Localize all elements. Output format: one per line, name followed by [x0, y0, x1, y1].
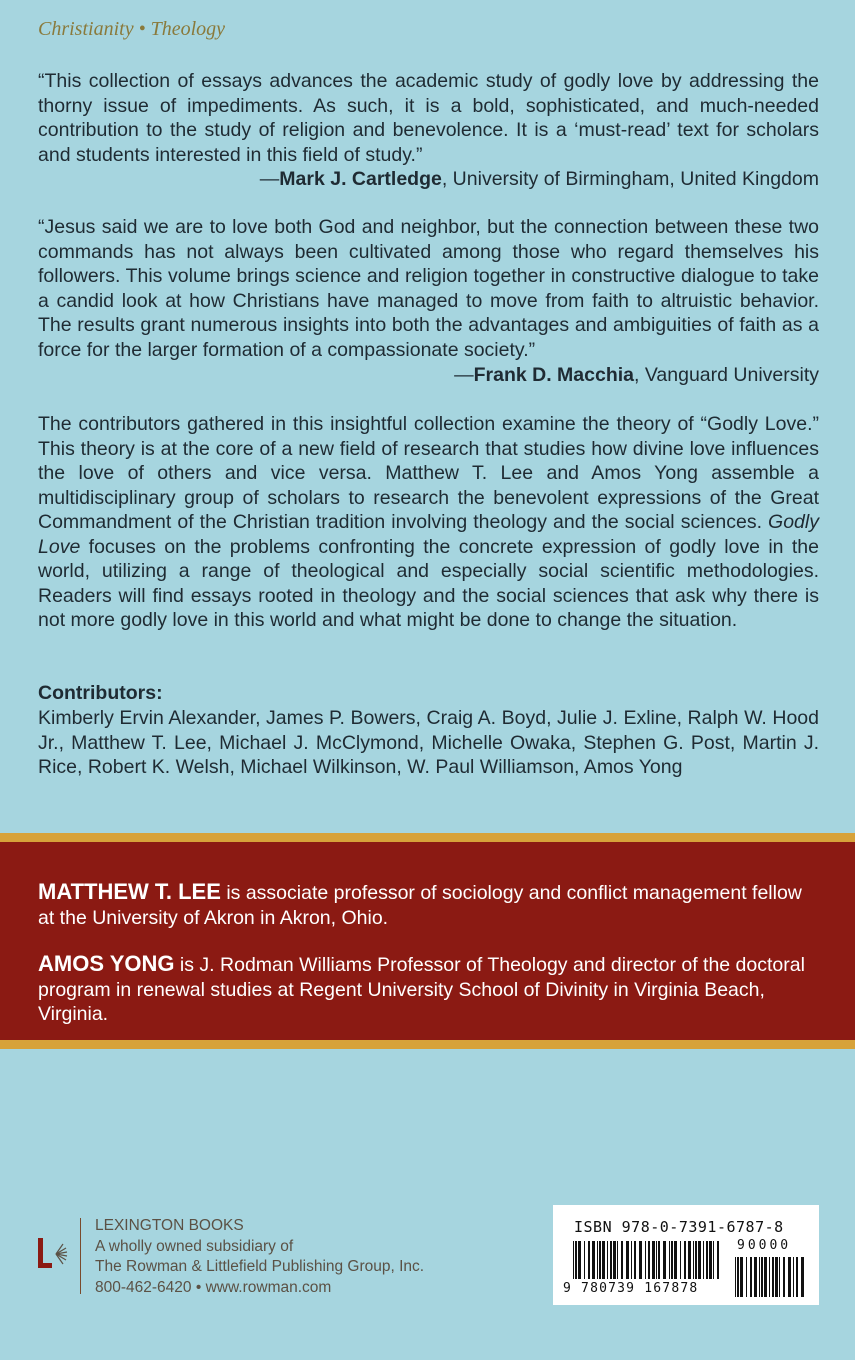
barcode-bar: [621, 1241, 623, 1279]
barcode-bar: [674, 1241, 677, 1279]
barcode-bar: [779, 1257, 780, 1297]
endorsement-attribution: [260, 167, 819, 192]
barcode-bar: [693, 1241, 694, 1279]
barcode-bar: [796, 1257, 798, 1297]
barcode-bar: [698, 1241, 701, 1279]
barcode-bar: [652, 1241, 655, 1279]
isbn-barcode: [553, 1205, 819, 1305]
barcode-bar: [639, 1241, 642, 1279]
barcode-bar: [764, 1257, 767, 1297]
author-name: AMOS YONG: [38, 951, 175, 976]
contributors-list: Kimberly Ervin Alexander, James P. Bowers, Craig A. Boyd, Julie J. Exline, Ralph W. Hood Jr., Matthew T. Lee, Michael J. McClymond, Michelle Owaka, Stephen G. Post, Martin J. Rice, Robert K. Welsh, Michael Wilkinson, W. Paul Williamson, Amos Yong: [38, 707, 819, 778]
barcode-bar: [588, 1241, 590, 1279]
lexington-logo-icon: [38, 1234, 68, 1272]
endorser-affiliation: , University of Birmingham, United Kingdom: [441, 168, 819, 190]
barcode-digits: 9 780739 167878: [563, 1281, 699, 1296]
barcode-bar: [788, 1257, 791, 1297]
barcode-bar: [575, 1241, 577, 1279]
endorser-affiliation: , Vanguard University: [634, 364, 819, 386]
book-title: Godly Love: [38, 511, 819, 558]
publisher-divider: [80, 1218, 81, 1294]
category-label: Christianity • Theology: [38, 18, 226, 40]
attribution-dash: —: [454, 364, 474, 386]
barcode-bar: [680, 1241, 681, 1279]
barcode-bar: [706, 1241, 708, 1279]
book-description: [38, 412, 819, 633]
barcode-bar: [648, 1241, 650, 1279]
barcode-bar: [695, 1241, 697, 1279]
author-bio: [38, 952, 819, 1027]
barcode-bar: [759, 1257, 760, 1297]
publisher-name: LEXINGTON BOOKS: [95, 1217, 244, 1234]
endorser-name: Frank D. Macchia: [473, 364, 635, 386]
barcode-bar: [613, 1241, 616, 1279]
author-bio-band: [0, 833, 855, 1049]
barcode-bar: [645, 1241, 646, 1279]
barcode-bar: [750, 1257, 752, 1297]
attribution-dash: —: [259, 168, 280, 190]
barcode-bar: [740, 1257, 743, 1297]
isbn-number: ISBN 978-0-7391-6787-8: [574, 1218, 784, 1236]
barcode-bar: [671, 1241, 673, 1279]
publisher-subsidiary: A wholly owned subsidiary of: [95, 1237, 294, 1255]
barcode-bar: [703, 1241, 704, 1279]
endorsement-attribution: [454, 363, 819, 388]
endorser-name: Mark J. Cartledge: [279, 168, 442, 190]
publisher-parent: The Rowman & Littlefield Publishing Group, Inc.: [95, 1258, 425, 1275]
barcode-bar: [772, 1257, 774, 1297]
barcode-bar: [713, 1241, 714, 1279]
description-part-1: The contributors gathered in this insightful collection examine the theory of “Godly Love.” This theory is at the core of a new field of research that studies how divine love influences the love of others and vice versa. Matthew T. Lee and Amos Yong assemble a multidisciplinary group of scholars to research the benevolent expressions of the Great Commandment of the Christian tradition involving theology and the social sciences.: [38, 413, 819, 533]
barcode-bar: [735, 1257, 736, 1297]
barcode-bar: [597, 1241, 598, 1279]
contributors-heading: Contributors:: [38, 682, 163, 704]
barcode-bar: [592, 1241, 595, 1279]
barcode-bar: [599, 1241, 601, 1279]
barcode-bar: [754, 1257, 757, 1297]
barcode-bar: [631, 1241, 632, 1279]
barcode-bar: [626, 1241, 629, 1279]
barcode-bar: [663, 1241, 666, 1279]
barcode-bar: [737, 1257, 739, 1297]
barcode-bar: [746, 1257, 747, 1297]
barcode-bar: [634, 1241, 636, 1279]
author-name: MATTHEW T. LEE: [38, 879, 221, 904]
barcode-bar: [578, 1241, 581, 1279]
barcode-bar: [761, 1257, 763, 1297]
author-bio-text: is associate professor of sociology and conflict management fellow at the University of Akron in Akron, Ohio.: [38, 882, 802, 929]
barcode-bar: [783, 1257, 785, 1297]
barcode-bar: [584, 1241, 585, 1279]
endorsement-quote: “Jesus said we are to love both God and neighbor, but the connection between these two commands has not always been cultivated among those who regard themselves his followers. This volume brings science and religion together in constructive dialogue to take a candid look at how Christians have managed to move from faith to altruistic behavior. The results grant numerous insights into both the advantages and ambiguities of faith as a force for the larger formation of a compassionate society.”: [38, 216, 819, 361]
author-bio-text: is J. Rodman Williams Professor of Theology and director of the doctoral program in renewal studies at Regent University School of Divinity in Virginia Beach, Virginia.: [38, 954, 805, 1025]
barcode-bar: [602, 1241, 605, 1279]
publisher-info: [95, 1216, 424, 1298]
barcode-bar: [658, 1241, 660, 1279]
barcode-bar: [656, 1241, 657, 1279]
publisher-contact: 800-462-6420 • www.rowman.com: [95, 1278, 332, 1296]
description-part-2: focuses on the problems confronting the concrete expression of godly love in the world, utilizing a range of theological and especially social scientific methodologies. Readers will find essays rooted in theology and the social sciences that ask why there is not more godly love in this world and what might be done to change the situation.: [38, 535, 819, 631]
barcode-bar: [607, 1241, 608, 1279]
barcode-bar: [610, 1241, 612, 1279]
author-bio: [38, 880, 819, 930]
barcode-bar: [688, 1241, 691, 1279]
barcode-bar: [769, 1257, 770, 1297]
barcode-bar: [669, 1241, 670, 1279]
barcode-bar: [717, 1241, 719, 1279]
barcode-bar: [617, 1241, 618, 1279]
barcode-addon: 90000: [737, 1238, 792, 1253]
barcode-bar: [709, 1241, 712, 1279]
barcode-bar: [801, 1257, 804, 1297]
barcode-bar: [793, 1257, 794, 1297]
endorsement-quote: “This collection of essays advances the academic study of godly love by addressing the thorny issue of impediments. As such, it is a bold, sophisticated, and much-needed contribution to the study of religion and benevolence. It is a ‘must-read’ text for scholars and students interested in this field of study.”: [38, 70, 819, 166]
barcode-bar: [684, 1241, 686, 1279]
barcode-bar: [573, 1241, 574, 1279]
barcode-bar: [775, 1257, 778, 1297]
